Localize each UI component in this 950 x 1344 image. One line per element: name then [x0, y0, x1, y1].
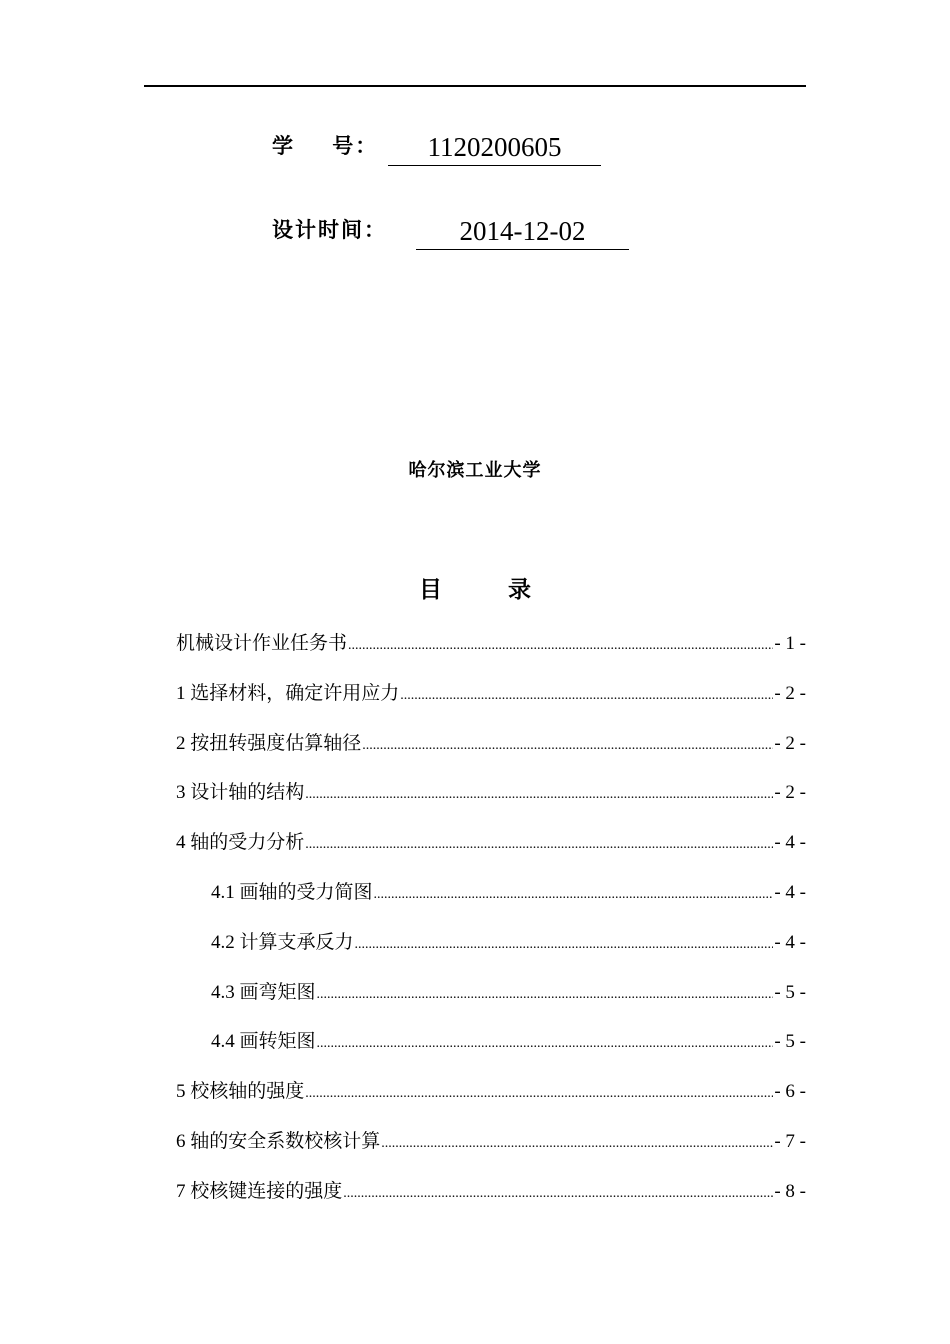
toc-entry-title[interactable]: 1 选择材料，确定许用应力: [176, 682, 400, 704]
design-time-value: 2014-12-02: [459, 216, 586, 246]
toc-entry-page: - 5 -: [774, 1031, 806, 1053]
toc-entry[interactable]: [176, 628, 806, 678]
header-rule: [144, 85, 806, 87]
toc-leader: [305, 837, 773, 853]
student-id-value: 1120200605: [427, 132, 562, 162]
toc-title-char-2: 录: [508, 577, 531, 603]
toc-entry-title[interactable]: 4.4 画转矩图: [211, 1031, 316, 1053]
toc-entry-title[interactable]: 3 设计轴的结构: [176, 782, 305, 804]
toc-subentry[interactable]: [176, 877, 806, 927]
toc-entry[interactable]: [176, 1126, 806, 1176]
university-name: 哈尔滨工业大学: [408, 460, 542, 481]
toc-leader: [348, 638, 773, 654]
student-id-label: 学 号：: [272, 134, 379, 158]
toc-entry-page: - 4 -: [774, 881, 806, 903]
toc-entry-page: - 7 -: [774, 1130, 806, 1152]
toc-subentry[interactable]: [176, 977, 806, 1027]
design-time-underline: [416, 209, 629, 250]
toc-entry-page: - 2 -: [774, 682, 806, 704]
toc-entry-page: - 2 -: [774, 782, 806, 804]
design-time-field: [272, 210, 632, 250]
toc-entry-page: - 5 -: [774, 981, 806, 1003]
toc-entry[interactable]: [176, 827, 806, 877]
toc-title-char-1: 目: [419, 577, 442, 603]
toc-entry-title[interactable]: 机械设计作业任务书: [176, 633, 348, 654]
toc-entry-title[interactable]: 2 按扭转强度估算轴径: [176, 732, 362, 754]
toc-leader: [355, 937, 774, 953]
toc-leader: [374, 887, 774, 903]
toc-leader: [400, 688, 773, 704]
toc-entry[interactable]: [176, 777, 806, 827]
toc-entry-title[interactable]: 4.1 画轴的受力简图: [211, 881, 373, 903]
toc-entry-title[interactable]: 6 轴的安全系数校核计算: [176, 1130, 381, 1152]
toc-leader: [381, 1136, 773, 1152]
toc-entry-title[interactable]: 7 校核键连接的强度: [176, 1180, 343, 1202]
toc-entry[interactable]: [176, 1076, 806, 1126]
table-of-contents: [176, 628, 806, 1226]
toc-entry-page: - 1 -: [774, 633, 806, 654]
toc-leader: [305, 787, 773, 803]
toc-subentry[interactable]: [176, 927, 806, 977]
toc-entry-page: - 8 -: [774, 1180, 806, 1202]
toc-entry-page: - 6 -: [774, 1081, 806, 1103]
toc-entry-title[interactable]: 4 轴的受力分析: [176, 832, 305, 854]
toc-entry-page: - 4 -: [774, 931, 806, 953]
toc-title: [0, 571, 950, 604]
toc-entry-title[interactable]: 5 校核轴的强度: [176, 1081, 305, 1103]
toc-entry[interactable]: [176, 1176, 806, 1226]
toc-entry-page: - 4 -: [774, 832, 806, 854]
toc-entry-title[interactable]: 4.3 画弯矩图: [211, 981, 316, 1003]
student-id-field: [272, 126, 612, 166]
toc-leader: [362, 738, 773, 754]
toc-entry-title[interactable]: 4.2 计算支承反力: [211, 931, 354, 953]
design-time-label: 设计时间：: [272, 218, 387, 242]
toc-leader: [343, 1186, 773, 1202]
toc-leader: [305, 1086, 773, 1102]
toc-leader: [317, 987, 774, 1003]
toc-entry[interactable]: [176, 678, 806, 728]
toc-entry[interactable]: [176, 728, 806, 778]
toc-leader: [317, 1036, 774, 1052]
toc-subentry[interactable]: [176, 1026, 806, 1076]
student-id-underline: [388, 125, 601, 166]
toc-entry-page: - 2 -: [774, 732, 806, 754]
